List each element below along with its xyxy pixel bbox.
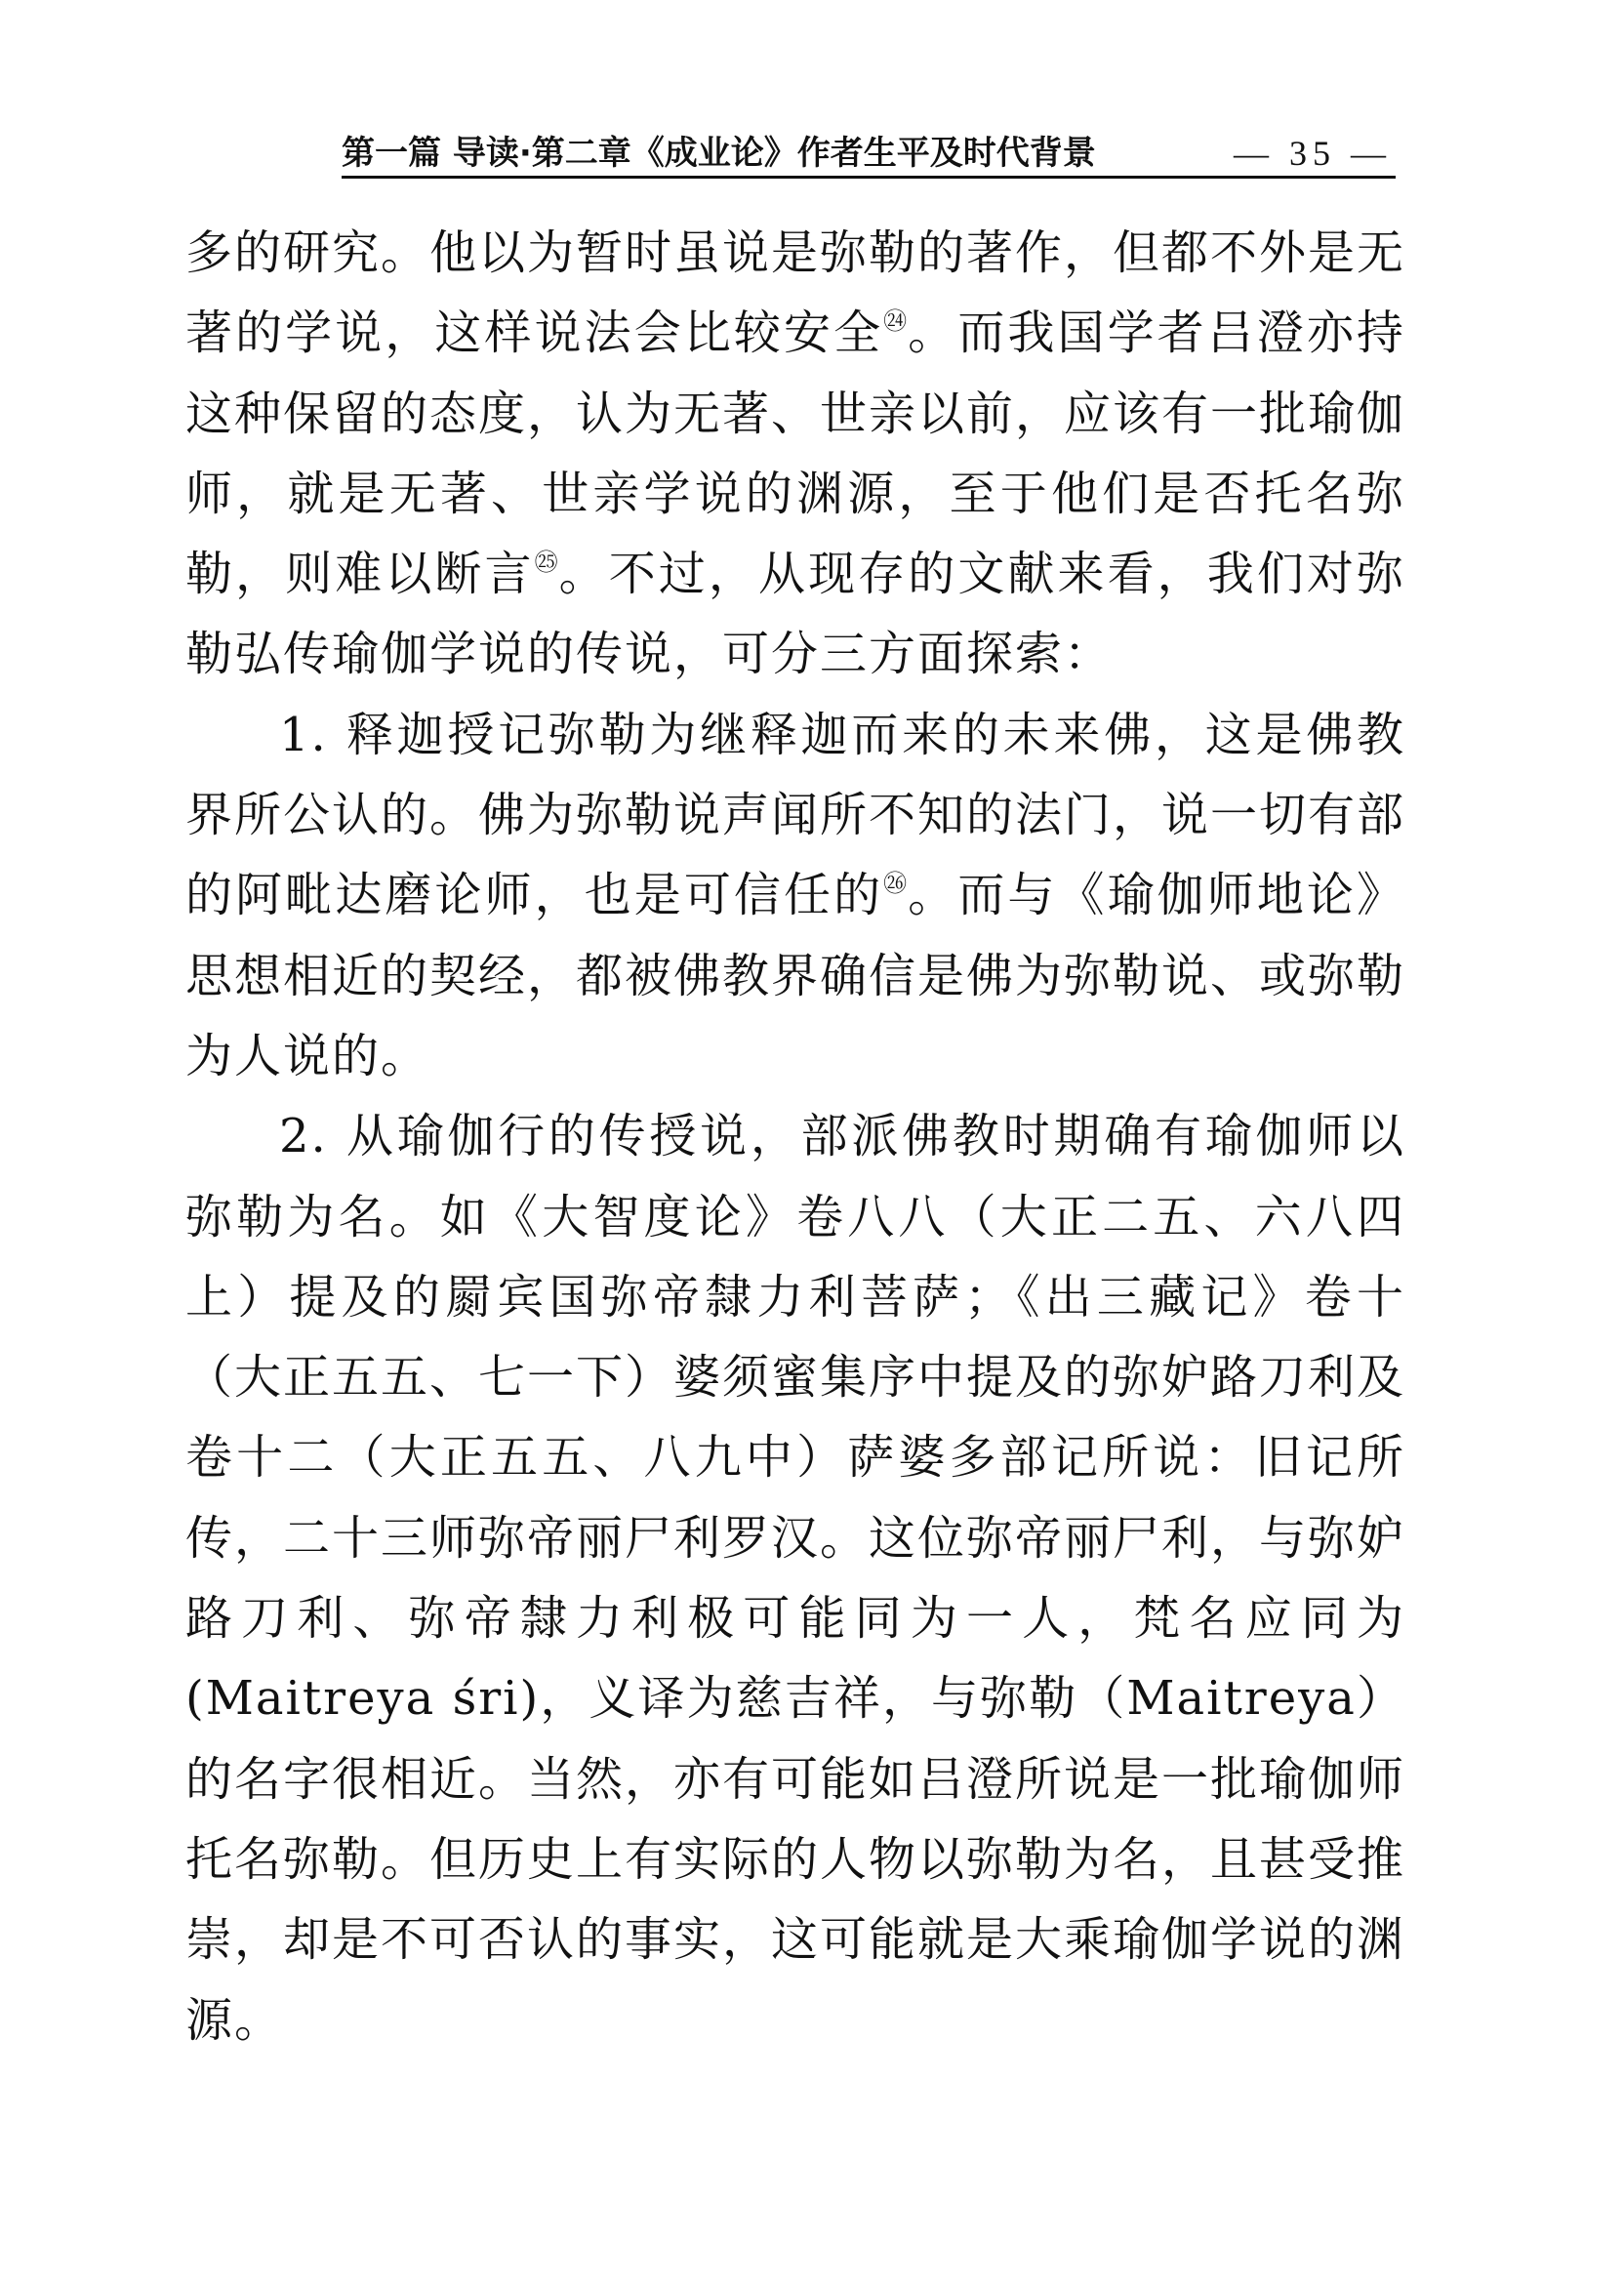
paragraph-2-text-a: 1. 释迦授记弥勒为继释迦而来的未来佛，这是佛教界所公认的。佛为弥勒说声闻所不知的法门，说一切有部的阿毗达磨论师，也是可信任的 (185, 707, 1406, 923)
paragraph-1-text-b: 。而我国学者吕澄亦持这种保留的态度，认为无著、世亲以前，应该有一批瑜伽师，就是无著、世亲学说的渊源，至于他们是否托名弥勒，则难以断言 (185, 306, 1406, 602)
paragraph-3: 2. 从瑜伽行的传授说，部派佛教时期确有瑜伽师以弥勒为名。如《大智度论》卷八八（大正二五、六八四上）提及的罽宾国弥帝隸力利菩萨；《出三藏记》卷十（大正五五、七一下）婆须蜜集序中提及的弥妒路刀利及卷十二（大正五五、八九中）萨婆多部记所说：旧记所传，二十三师弥帝丽尸利罗汉。这位弥帝丽尸利，与弥妒路刀利、弥帝隸力利极可能同为一人，梵名应同为(Maitreya śri)，义译为慈吉祥，与弥勒（Maitreya）的名字很相近。当然，亦有可能如吕澄所说是一批瑜伽师托名弥勒。但历史上有实际的人物以弥勒为名，且甚受推崇，却是不可否认的事实，这可能就是大乘瑜伽学说的渊源。 (185, 1109, 1406, 2048)
paragraph-1 (185, 213, 1405, 695)
paragraph-2 (185, 695, 1405, 1096)
footnote-marker-24: ㉔ (883, 307, 909, 336)
body-text (185, 213, 1405, 2060)
footnote-marker-25: ㉕ (534, 549, 559, 577)
paragraph-1-text-a: 多的研究。他以为暂时虽说是弥勒的著作，但都不外是无著的学说，这样说法会比较安全 (185, 225, 1406, 361)
running-header (342, 115, 1396, 174)
page-number: — 35 — (1234, 134, 1392, 173)
paragraph-1-text-c: 。不过，从现存的文献来看，我们对弥勒弘传瑜伽学说的传说，可分三方面探索： (185, 547, 1405, 682)
header-title: 第一篇 导读·第二章《成业论》作者生平及时代背景 (342, 134, 1096, 173)
footnote-marker-26: ㉖ (883, 870, 909, 898)
paragraph-2-text-b: 。而与《瑜伽师地论》思想相近的契经，都被佛教界确信是佛为弥勒说、或弥勒为人说的。 (185, 868, 1406, 1083)
header-rule (342, 176, 1396, 179)
